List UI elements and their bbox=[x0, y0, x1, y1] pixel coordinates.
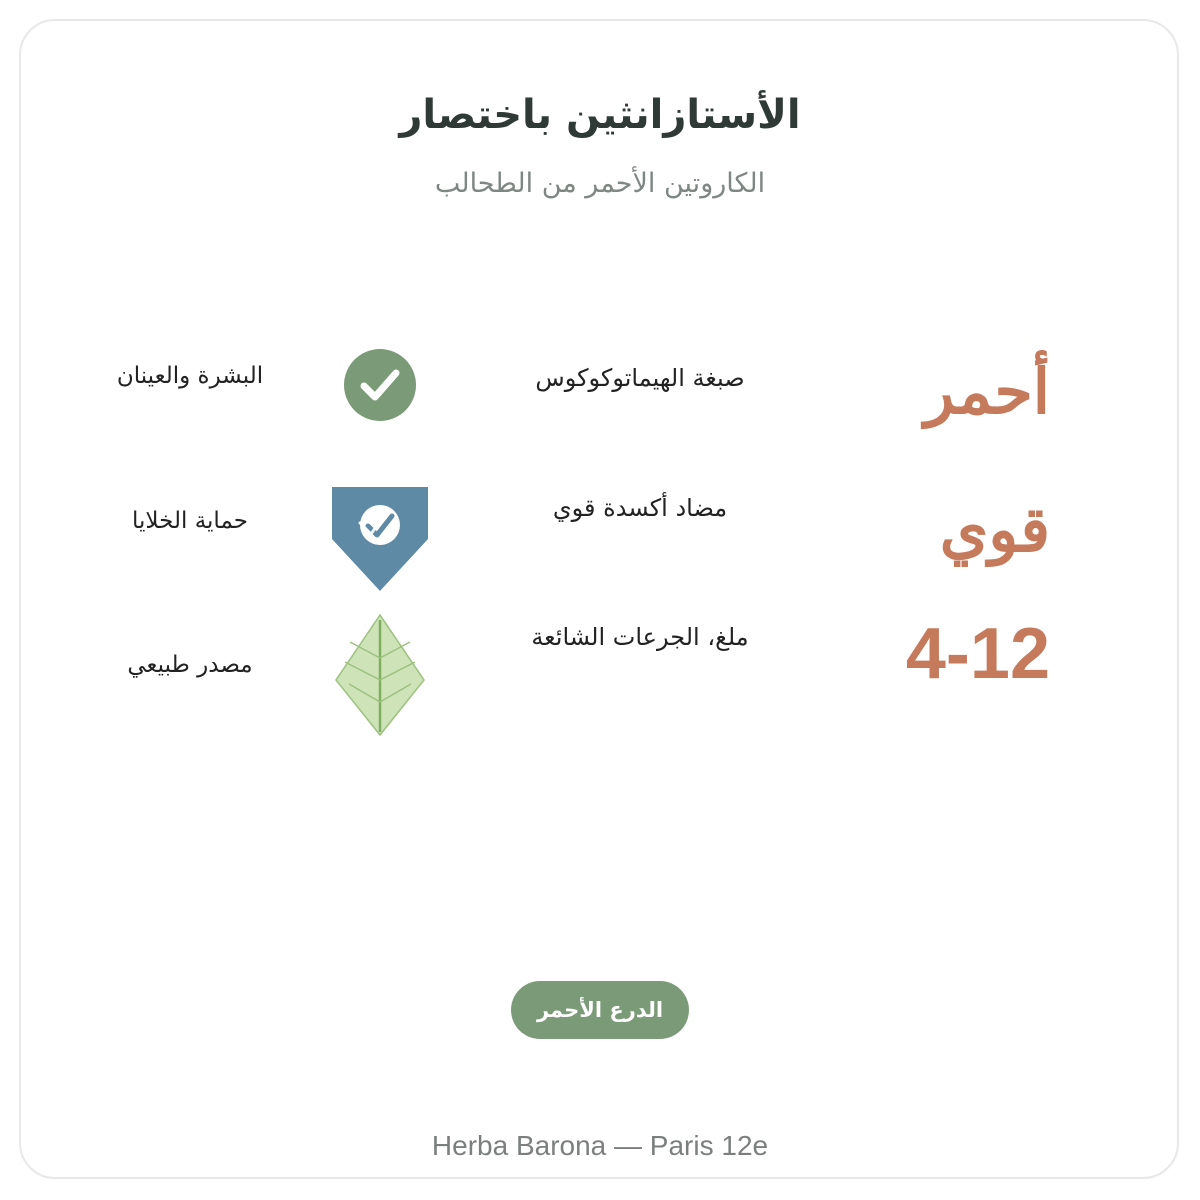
highlight-red: أحمر bbox=[924, 358, 1050, 427]
highlight-strong: قوي bbox=[939, 496, 1050, 565]
description-antioxidant: مضاد أكسدة قوي bbox=[552, 494, 728, 522]
description-pigment: صبغة الهيماتوكوكوس bbox=[535, 364, 745, 392]
check-circle-icon bbox=[344, 349, 416, 421]
page-title: الأستازانثين باختصار bbox=[399, 92, 801, 138]
benefit-cell-protection: حماية الخلايا bbox=[132, 508, 248, 534]
shield-check-icon bbox=[332, 487, 428, 591]
red-shield-badge: الدرع الأحمر bbox=[511, 981, 689, 1039]
benefit-skin-eyes: البشرة والعينان bbox=[116, 363, 264, 389]
highlight-dose: 4-12 bbox=[905, 614, 1050, 694]
footer-brand: Herba Barona — Paris 12e bbox=[431, 1130, 769, 1161]
description-dosage: ملغ، الجرعات الشائعة bbox=[531, 623, 749, 651]
page-subtitle: الكاروتين الأحمر من الطحالب bbox=[434, 168, 766, 199]
leaf-icon bbox=[335, 614, 425, 736]
benefit-natural-source: مصدر طبيعي bbox=[127, 652, 253, 678]
